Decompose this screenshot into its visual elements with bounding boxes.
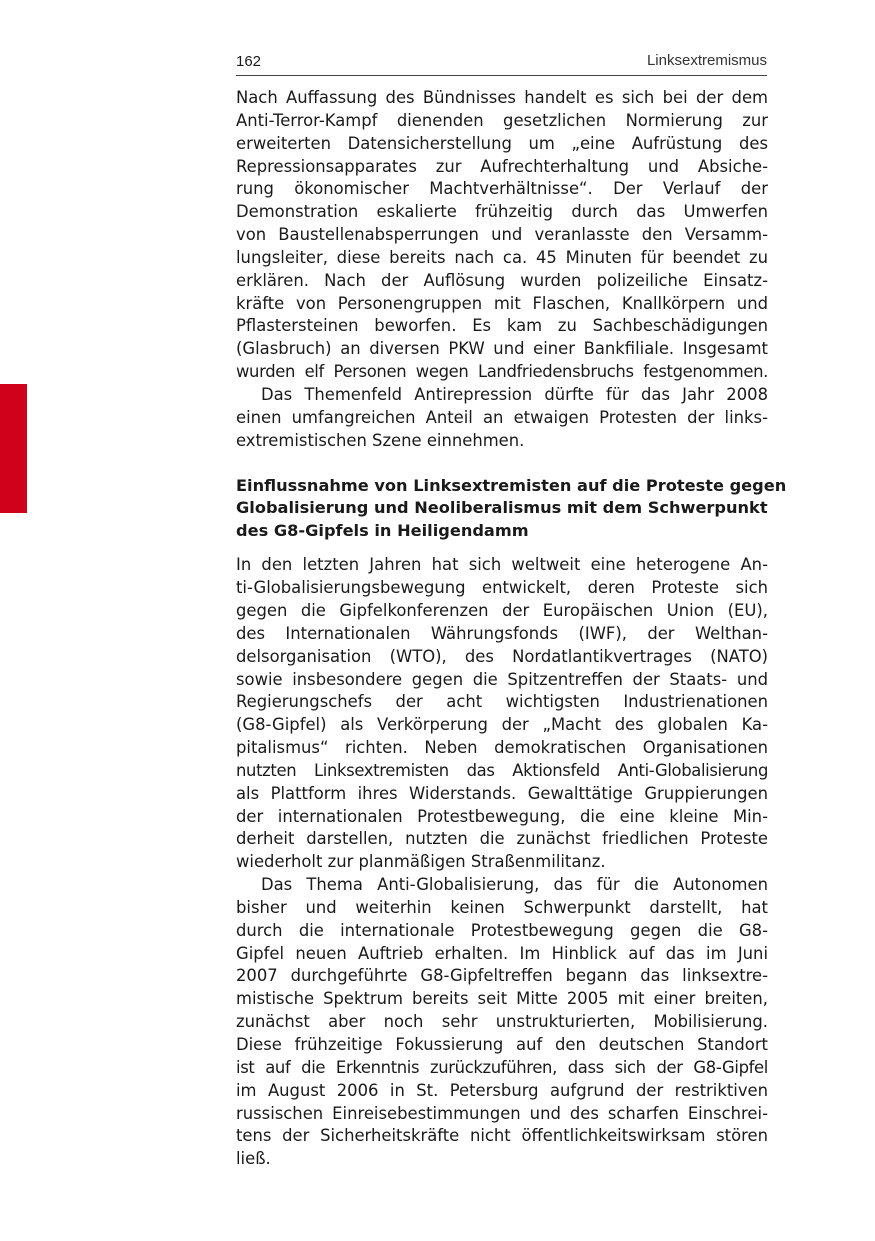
heading-line: Einflussnahme von Linksextremisten auf die Proteste gegen	[236, 475, 787, 495]
text-line: bisher und weiterhin keinen Schwerpunkt darstellt, hat	[236, 897, 768, 917]
text-line: Gipfel neuen Auftrieb erhalten. Im Hinblick auf das im Juni	[236, 943, 768, 963]
text-line: tens der Sicherheitskräfte nicht öffentlichkeitswirksam stören	[236, 1126, 768, 1146]
text-line: Regierungschefs der acht wichtigsten Industrienationen	[236, 692, 768, 712]
text-line: Anti-Terror-Kampf dienenden gesetzlichen Normierung zur	[236, 110, 768, 130]
section-spacer	[236, 453, 768, 475]
text-line: Pflastersteinen beworfen. Es kam zu Sachbeschädigungen	[236, 316, 768, 336]
text-line: sowie insbesondere gegen die Spitzentreffen der Staats- und	[236, 669, 768, 689]
text-line: wurden elf Personen wegen Landfriedensbruchs festgenommen.	[236, 362, 768, 382]
text-line: wiederholt zur planmäßigen Straßenmilitanz.	[236, 852, 606, 872]
text-line: des Internationalen Währungsfonds (IWF), der Welthan-	[236, 623, 768, 643]
text-line: mistische Spektrum bereits seit Mitte 2005 mit einer breiten,	[236, 989, 768, 1009]
text-line: Repressionsapparates zur Aufrechterhaltung und Absiche-	[236, 156, 768, 176]
text-line: durch die internationale Protestbewegung gegen die G8-	[236, 920, 768, 940]
text-line: delsorganisation (WTO), des Nordatlantikvertrages (NATO)	[236, 646, 768, 666]
text-line: erweiterten Datensicherstellung um „eine Aufrüstung des	[236, 133, 768, 153]
text-line: lungsleiter, diese bereits nach ca. 45 Minuten für beendet zu	[236, 247, 768, 267]
paragraph-antirepression-outlook	[236, 384, 768, 453]
heading-line: Globalisierung und Neoliberalismus mit dem Schwerpunkt	[236, 498, 768, 518]
text-line: extremistischen Szene einnehmen.	[236, 430, 525, 450]
running-title: Linksextremismus	[646, 52, 767, 69]
text-line: kräfte von Personengruppen mit Flaschen, Knallkörpern und	[236, 293, 768, 313]
chapter-color-marker	[0, 384, 27, 513]
paragraph-g8-mobilization	[236, 874, 768, 1171]
text-line: rung ökonomischer Machtverhältnisse“. Der Verlauf der	[236, 179, 768, 199]
text-line: (Glasbruch) an diversen PKW und einer Bankfiliale. Insgesamt	[236, 339, 768, 359]
text-line: pitalismus“ richten. Neben demokratischen Organisationen	[236, 738, 768, 758]
section-heading	[236, 475, 787, 543]
text-line: (G8-Gipfel) als Verkörperung der „Macht des globalen Ka-	[236, 715, 768, 735]
text-line: von Baustellenabsperrungen und veranlasste den Versamm-	[236, 225, 768, 245]
text-line: im August 2006 in St. Petersburg aufgrund der restriktiven	[236, 1080, 768, 1100]
text-line: nutzten Linksextremisten das Aktionsfeld Anti-Globalisierung	[236, 760, 768, 780]
page-number: 162	[236, 53, 262, 70]
paragraph-anti-globalization-movement	[236, 554, 768, 874]
text-line: Das Themenfeld Antirepression dürfte für das Jahr 2008	[261, 384, 768, 404]
text-line: Nach Auffassung des Bündnisses handelt es sich bei der dem	[236, 88, 768, 107]
text-line: zunächst aber noch sehr unstrukturierten, Mobilisierung.	[236, 1012, 768, 1032]
text-line: ist auf die Erkenntnis zurückzuführen, dass sich der G8-Gipfel	[236, 1057, 768, 1077]
text-line: Diese frühzeitige Fokussierung auf den deutschen Standort	[236, 1035, 768, 1054]
text-line: In den letzten Jahren hat sich weltweit eine heterogene An-	[236, 555, 768, 575]
text-line: Das Thema Anti-Globalisierung, das für die Autonomen	[261, 875, 768, 895]
text-line: derheit darstellen, nutzten die zunächst friedlichen Proteste	[236, 829, 768, 849]
text-line: 2007 durchgeführte G8-Gipfeltreffen begann das linksextre-	[236, 966, 768, 986]
text-line: einen umfangreichen Anteil an etwaigen Protesten der links-	[236, 407, 768, 427]
heading-spacer	[236, 542, 768, 554]
text-line: ließ.	[236, 1149, 271, 1169]
text-line: russischen Einreisebestimmungen und des scharfen Einschrei-	[236, 1103, 768, 1123]
paragraph-antirepression-demo	[236, 87, 768, 384]
text-line: gegen die Gipfelkonferenzen der Europäischen Union (EU),	[236, 600, 768, 620]
text-line: Demonstration eskalierte frühzeitig durch das Umwerfen	[236, 202, 768, 222]
running-header	[236, 50, 767, 76]
heading-line: des G8-Gipfels in Heiligendamm	[236, 520, 529, 540]
text-line: erklären. Nach der Auflösung wurden polizeiliche Einsatz-	[236, 270, 768, 290]
text-line: ti-Globalisierungsbewegung entwickelt, deren Proteste sich	[236, 578, 768, 598]
text-line: der internationalen Protestbewegung, die eine kleine Min-	[236, 806, 768, 826]
main-text-column	[236, 87, 787, 1171]
text-line: als Plattform ihres Widerstands. Gewalttätige Gruppierungen	[236, 783, 768, 803]
